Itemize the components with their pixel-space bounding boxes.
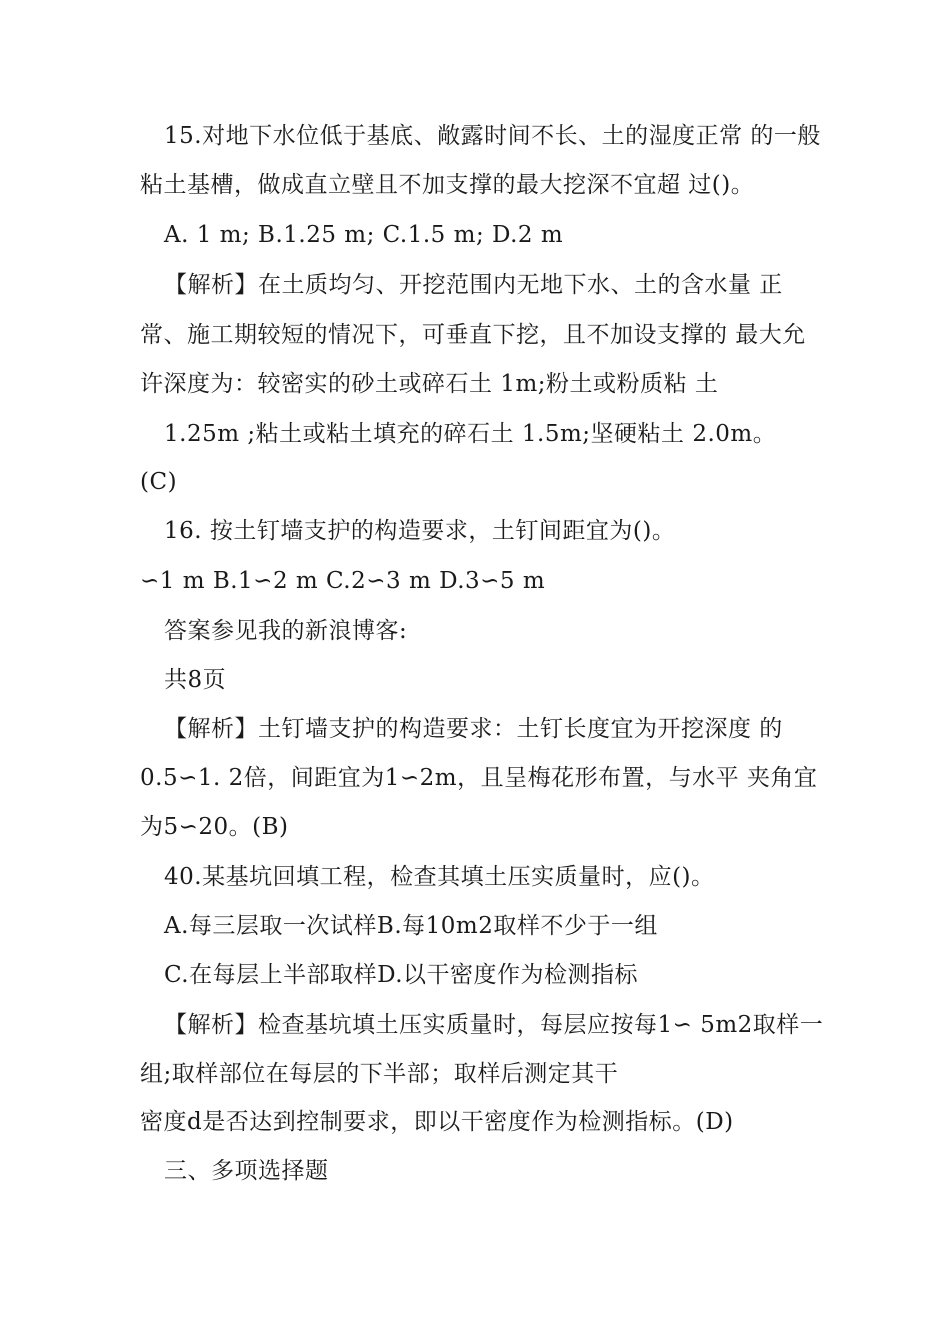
q15-analysis-line-1: 【解析】在土质均匀、开挖范围内无地下水、土的含水量 正	[164, 272, 783, 298]
q16-stem: 16. 按土钉墙支护的构造要求，土钉间距宜为()。	[164, 518, 676, 544]
q15-analysis-line-4: 1.25m ;粘土或粘土填充的碎石土 1.5m;坚硬粘土 2.0m。	[164, 421, 777, 447]
q15-analysis-line-3: 许深度为：较密实的砂土或碎石土 1m;粉土或粉质粘 土	[140, 371, 719, 397]
q40-options-line-2: C.在每层上半部取样D.以干密度作为检测指标	[164, 962, 639, 988]
q40-analysis-line-3: 密度d是否达到控制要求，即以干密度作为检测指标。(D)	[140, 1109, 734, 1135]
q40-analysis-line-1: 【解析】检查基坑填土压实质量时，每层应按每1∽ 5m2取样一	[164, 1012, 824, 1038]
q40-options-line-1: A.每三层取一次试样B.每10m2取样不少于一组	[164, 913, 658, 939]
q15-stem-line-2: 粘土基槽，做成直立壁且不加支撑的最大挖深不宜超 过()。	[140, 172, 755, 198]
section-heading-multiple-choice: 三、多项选择题	[164, 1158, 329, 1184]
q16-options: ∽1 m B.1∽2 m C.2∽3 m D.3∽5 m	[140, 568, 546, 594]
q16-analysis-line-3: 为5∽20。(B)	[140, 814, 289, 840]
q15-options: A. 1 m; B.1.25 m; C.1.5 m; D.2 m	[164, 222, 564, 248]
q15-stem-line-1: 15.对地下水位低于基底、敞露时间不长、土的湿度正常 的一般	[164, 123, 821, 149]
blog-reference: 答案参见我的新浪博客:	[164, 618, 408, 644]
q40-analysis-line-2: 组;取样部位在每层的下半部；取样后测定其干	[140, 1061, 619, 1087]
q16-analysis-line-2: 0.5∽1. 2倍，间距宜为1∽2m，且呈梅花形布置，与水平 夹角宜	[140, 765, 818, 791]
page-count: 共8页	[164, 667, 227, 693]
q15-answer: (C)	[140, 469, 178, 495]
q16-analysis-line-1: 【解析】土钉墙支护的构造要求：土钉长度宜为开挖深度 的	[164, 716, 783, 742]
q40-stem: 40.某基坑回填工程，检查其填土压实质量时，应()。	[164, 864, 715, 890]
q15-analysis-line-2: 常、施工期较短的情况下，可垂直下挖，且不加设支撑的 最大允	[140, 322, 806, 348]
